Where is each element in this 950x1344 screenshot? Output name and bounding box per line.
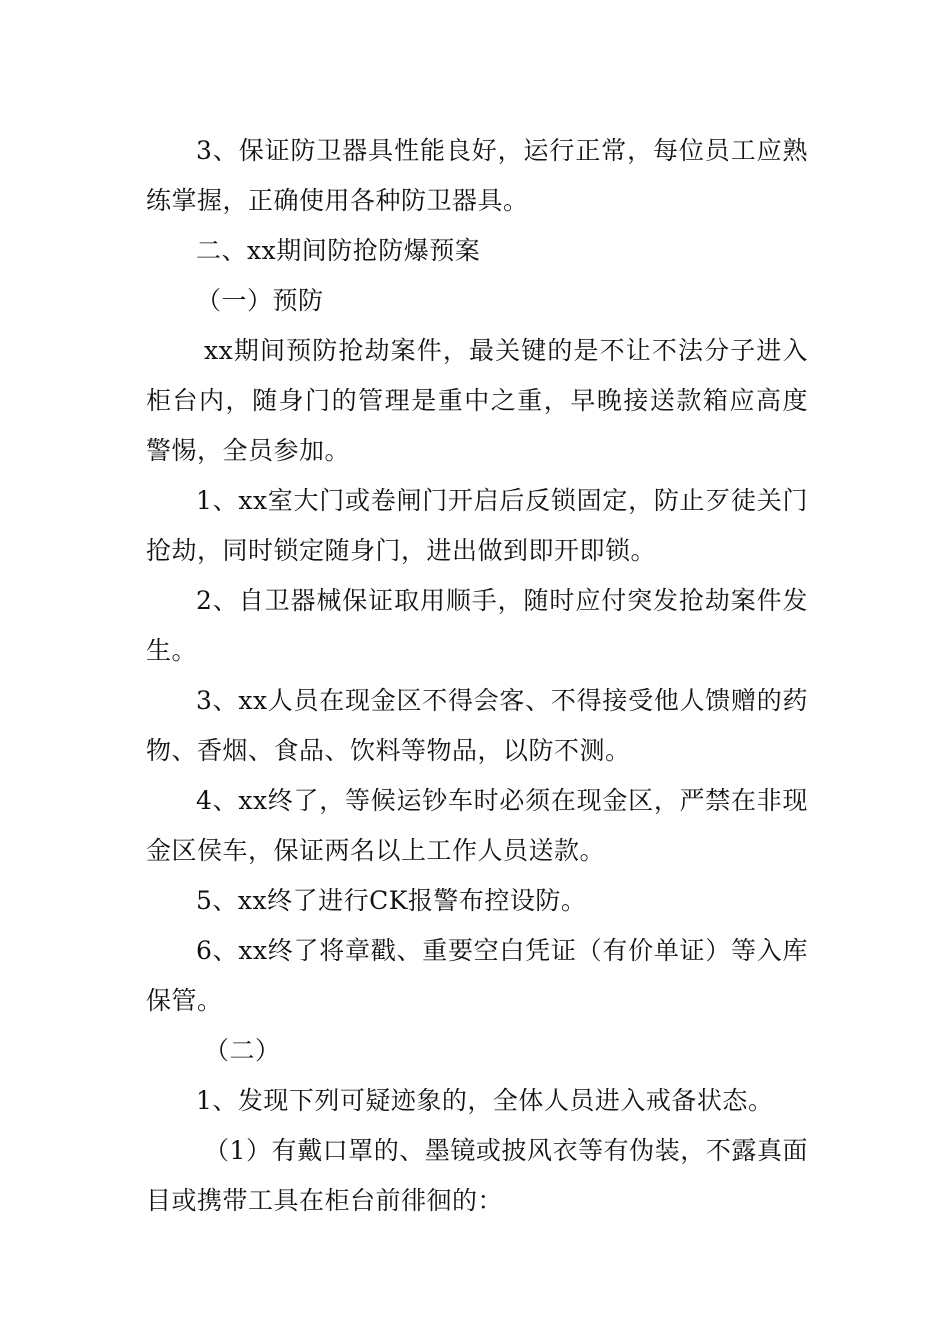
list-item: 1、发现下列可疑迹象的，全体人员进入戒备状态。 (196, 1086, 774, 1115)
list-item: 3、xx人员在现金区不得会客、不得接受他人馈赠的药物、香烟、食品、饮料等物品，以防不测。 (146, 686, 808, 765)
section-heading: 二、xx期间防抢防爆预案 (196, 236, 481, 265)
list-item: 4、xx终了，等候运钞车时必须在现金区，严禁在非现金区侯车，保证两名以上工作人员送款。 (146, 786, 808, 865)
list-item: 6、xx终了将章戳、重要空白凭证（有价单证）等入库保管。 (146, 936, 808, 1015)
paragraph: xx期间预防抢劫案件，最关键的是不让不法分子进入柜台内，随身门的管理是重中之重，早晚接送款箱应高度警惕，全员参加。 (146, 336, 808, 465)
list-item: 2、自卫器械保证取用顺手，随时应付突发抢劫案件发生。 (146, 586, 808, 665)
paragraph: 3、保证防卫器具性能良好，运行正常，每位员工应熟练掌握，正确使用各种防卫器具。 (146, 136, 808, 215)
document-body (146, 126, 808, 1226)
subsection-heading: （一）预防 (196, 286, 324, 315)
list-item: 5、xx终了进行CK报警布控设防。 (196, 886, 587, 915)
subsection-heading: （二） (204, 1036, 281, 1065)
list-item: 1、xx室大门或卷闸门开启后反锁固定，防止歹徒关门抢劫，同时锁定随身门，进出做到即开即锁。 (146, 486, 808, 565)
list-item: （1）有戴口罩的、墨镜或披风衣等有伪装，不露真面目或携带工具在柜台前徘徊的： (146, 1136, 808, 1215)
